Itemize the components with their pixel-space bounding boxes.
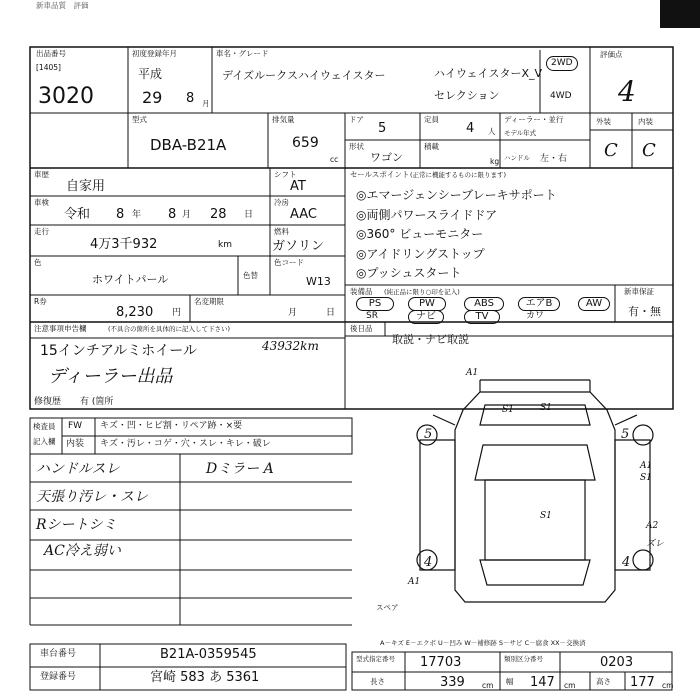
accessories-value: 取説・ナビ取説 (392, 333, 469, 346)
car-label: 車名・グレード (216, 49, 269, 58)
mileage-label: 走行 (34, 227, 49, 236)
shape-value: ワゴン (370, 151, 403, 164)
model-value: DBA-B21A (150, 136, 227, 154)
equip-tv: TV (464, 310, 500, 324)
registration-era: 平成 (138, 67, 163, 81)
shift-label: シフト (274, 170, 297, 179)
capacity-value: 4 (466, 121, 475, 136)
type-spec-label: 型式指定番号 (356, 655, 395, 663)
plate-label: 登録番号 (40, 672, 77, 682)
new-car-value: 有・無 (628, 305, 661, 318)
score-value: 4 (618, 75, 636, 108)
equipment-label: 装備品 (350, 287, 373, 296)
notes-label: 注意事項申告欄 (34, 324, 87, 333)
inspection-year: 8 (116, 207, 125, 222)
corner-marker (660, 0, 700, 28)
inspector-label1: 検査員 (33, 422, 56, 431)
height-value: 177 (630, 675, 655, 690)
aircon-label: 冷房 (274, 198, 289, 207)
capacity-unit: 人 (488, 127, 496, 136)
model-label: 型式 (132, 115, 147, 124)
lot-label: 出品番号 (36, 49, 66, 58)
score-label: 評価点 (600, 50, 623, 59)
inspector-label2: 記入欄 (33, 437, 56, 446)
load-unit: kg (490, 157, 500, 166)
mark-front-a1: A1 (466, 368, 479, 378)
inspection-label: 車検 (34, 198, 49, 207)
mark-s1-right: S1 (540, 403, 552, 413)
sales-points-list (356, 186, 557, 284)
width-label: 幅 (506, 677, 514, 686)
height-unit: cm (662, 681, 674, 690)
interior-value: C (642, 140, 656, 161)
inspector-comment-right: Dミラー A (206, 461, 274, 477)
inspection-era: 令和 (64, 207, 91, 222)
equipment-sub: (純正品に限り○印を記入) (384, 288, 460, 296)
class-value: 0203 (600, 655, 634, 670)
inspection-year-unit: 年 (132, 210, 142, 220)
repair-value: 有 (箇所 (80, 397, 114, 407)
width-value: 147 (530, 675, 555, 690)
registration-label: 初度登録年月 (132, 49, 177, 58)
mark-side-a1: A1 (640, 461, 653, 471)
sales-point-item: ◎アイドリングストップ (356, 246, 485, 261)
model-year-label: モデル年式 (504, 129, 537, 137)
equip-navi: ナビ (408, 310, 444, 324)
class-label: 類別区分番号 (504, 655, 543, 663)
recycle-unit: 円 (172, 308, 182, 318)
registration-month-unit: 月 (202, 99, 210, 108)
type-spec-value: 17703 (420, 655, 462, 670)
aircon-value: AAC (290, 207, 317, 222)
sales-point-item: ◎プッシュスタート (356, 266, 462, 280)
height-label: 高さ (596, 677, 611, 686)
inspector-fw: FW (68, 421, 83, 431)
color-code-label: 色コード (274, 258, 304, 267)
inspector-comment: AC冷え弱い (44, 543, 121, 559)
notes-dealer: ディーラー出品 (48, 366, 173, 387)
equip-kawa: カワ (526, 311, 545, 321)
fuel-label: 燃料 (274, 227, 289, 236)
color-code: W13 (306, 275, 331, 288)
history-label: 車歴 (34, 170, 49, 179)
repair-label: 修復歴 (34, 397, 62, 407)
sales-points-label: セールスポイント (350, 170, 410, 179)
mark-s1-left: S1 (502, 405, 514, 415)
inspection-month-unit: 月 (182, 210, 192, 220)
inspection-day-unit: 日 (244, 210, 254, 220)
plate-value: 宮崎 583 あ 5361 (150, 670, 260, 685)
car-damage-diagram (385, 370, 685, 630)
interior-label: 内装 (638, 117, 653, 126)
registration-year: 29 (142, 88, 163, 107)
displacement-label: 排気量 (272, 115, 295, 124)
dealer-label: ディーラー・並行 (504, 115, 564, 124)
inspector-fw-text: キズ・凹・ヒビ割・リペア跡・×要 (100, 421, 243, 431)
length-unit: cm (482, 681, 494, 690)
inspector-inner: 内装 (66, 439, 85, 449)
inspector-comment: Rシートシミ (36, 517, 117, 533)
exterior-value: C (604, 140, 618, 161)
handle-value: 左・右 (540, 154, 568, 164)
mark-tire-fl: 5 (424, 427, 433, 442)
legend: A－キズ E－エクボ U－凹み W－補修跡 S－サビ C－腐食 XX－交換済 (380, 639, 586, 647)
drive-4wd: 4WD (550, 91, 572, 101)
doors-value: 5 (378, 121, 387, 136)
registration-month: 8 (186, 91, 195, 106)
mark-tire-rl: 4 (424, 555, 433, 570)
mark-tire-fr: 5 (621, 427, 630, 442)
capacity-label: 定員 (424, 115, 439, 124)
exterior-label: 外装 (596, 117, 611, 126)
width-unit: cm (564, 681, 576, 690)
shape-label: 形状 (349, 142, 364, 151)
mileage-value: 4万3千932 (90, 237, 158, 252)
notes-handwritten-km: 43932km (262, 339, 319, 353)
inspection-day: 28 (210, 207, 227, 222)
mark-center-s1: S1 (540, 511, 552, 521)
color-change-label: 色替 (243, 271, 258, 280)
mileage-unit: km (218, 240, 232, 250)
inspector-comment: 天張り汚レ・スレ (36, 489, 148, 505)
mark-rear-a1: A1 (408, 577, 421, 587)
label-spare: スペア (376, 603, 399, 612)
chassis-value: B21A-0359545 (160, 647, 257, 662)
sales-points-sub: (正常に機能するものに限ります) (410, 171, 507, 179)
inspector-comment: ハンドルスレ (36, 461, 120, 477)
shift-value: AT (290, 179, 306, 194)
car-grade2: セレクション (434, 89, 500, 102)
lot-number: 3020 (38, 84, 94, 109)
equip-pw: PW (408, 297, 446, 311)
equip-aw: AW (578, 297, 610, 311)
color-label: 色 (34, 258, 42, 267)
notes-line1: 15インチアルミホイール (40, 343, 197, 359)
color-value: ホワイトパール (92, 273, 169, 286)
length-value: 339 (440, 675, 465, 690)
chassis-label: 車台番号 (40, 649, 77, 659)
recycle-value: 8,230 (116, 305, 154, 320)
lot-sub: [1405] (36, 63, 61, 72)
car-name: デイズルークスハイウェイスター (222, 69, 386, 82)
drive-2wd: 2WD (546, 56, 578, 71)
doors-label: ドア (349, 115, 364, 124)
inspection-month: 8 (168, 207, 177, 222)
equip-ps: PS (356, 297, 394, 311)
recycle-label: R券 (34, 297, 47, 306)
accessories-label: 後日品 (350, 324, 373, 333)
mark-tire-rr: 4 (622, 555, 631, 570)
fuel-value: ガソリン (272, 239, 325, 254)
equip-airbag: エアB (518, 297, 560, 311)
equip-abs: ABS (464, 297, 504, 311)
mark-zure: ズレ (646, 539, 665, 549)
mark-side-s1: S1 (640, 473, 652, 483)
equip-sr: SR (366, 311, 378, 321)
load-label: 積載 (424, 142, 439, 151)
name-change-label: 名変期限 (194, 297, 224, 306)
mark-a2: A2 (646, 521, 659, 531)
sales-point-item: ◎エマージェンシーブレーキサポート (356, 188, 557, 202)
displacement-value: 659 (292, 135, 319, 151)
length-label: 長さ (370, 677, 385, 686)
new-car-label: 新車保証 (624, 287, 654, 296)
sales-point-item: ◎360° ビューモニター (356, 227, 484, 241)
name-change-day: 日 (326, 308, 336, 318)
displacement-unit: cc (330, 155, 339, 164)
car-grade: ハイウェイスターX_V (434, 67, 543, 80)
name-change-month: 月 (288, 308, 298, 318)
sales-point-item: ◎両側パワースライドドア (356, 207, 498, 222)
inspector-inner-text: キズ・汚レ・コゲ・穴・スレ・キレ・破レ (100, 439, 271, 449)
handle-label: ハンドル (504, 154, 530, 162)
top-fragment: 新車品質 評価 (36, 1, 89, 10)
notes-sub: (不具合の箇所を具体的に記入して下さい) (108, 325, 231, 333)
history-value: 自家用 (66, 179, 106, 194)
